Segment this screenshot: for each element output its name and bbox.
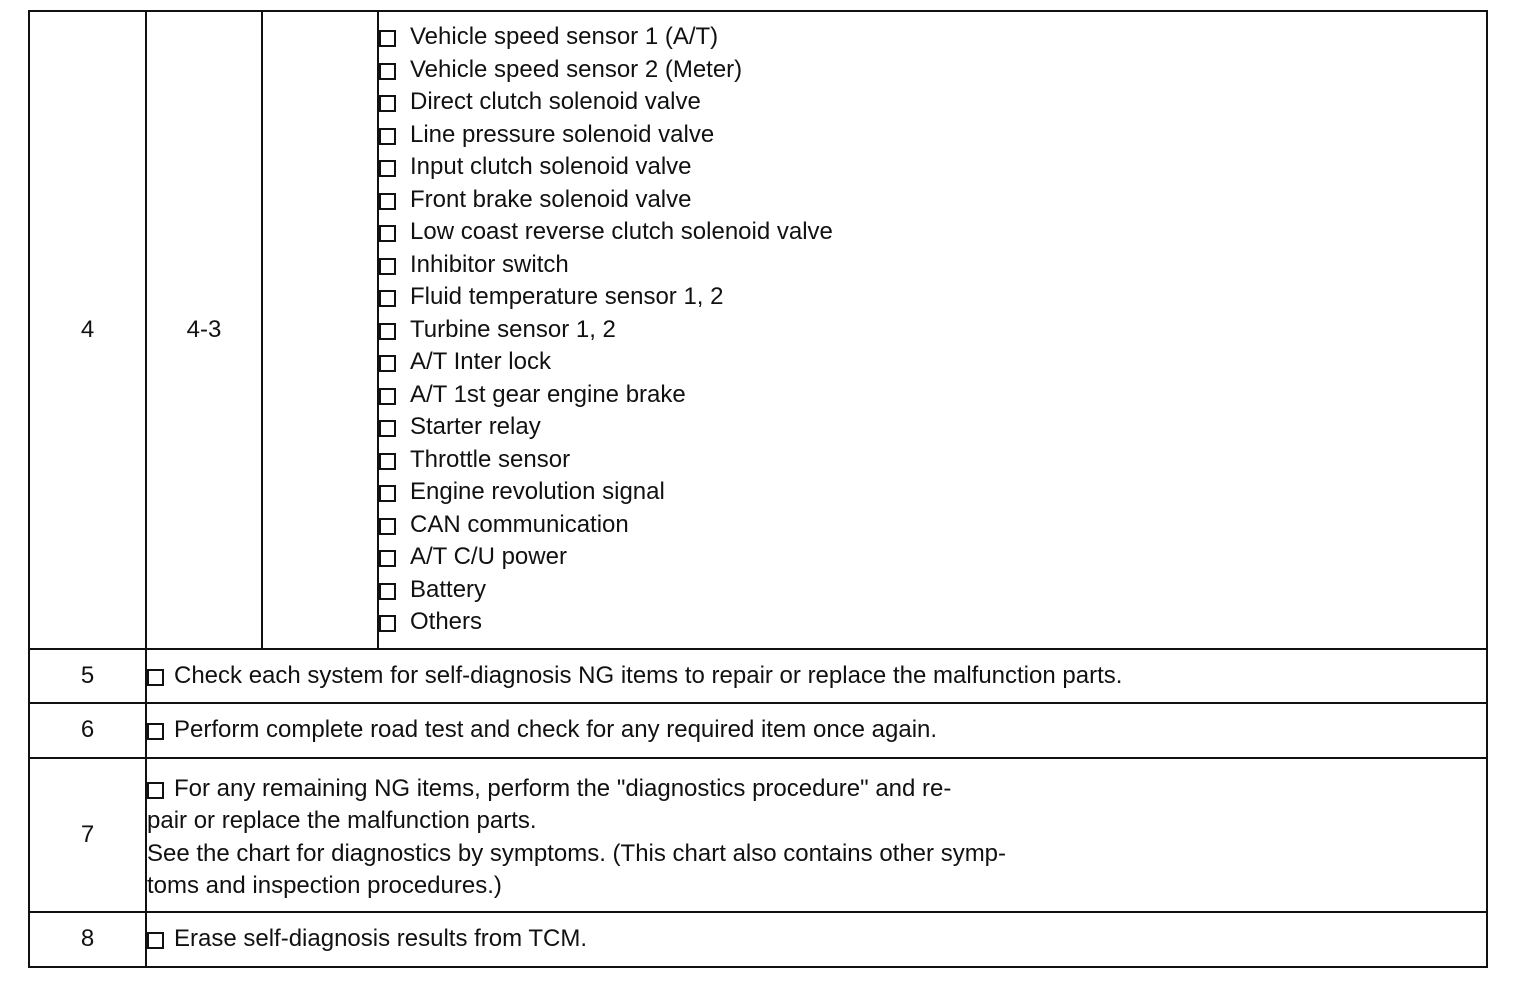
- check-item: [379, 346, 1486, 379]
- checkbox-icon[interactable]: [379, 160, 396, 177]
- check-item: [379, 184, 1486, 217]
- check-item-label: Front brake solenoid valve: [410, 185, 692, 213]
- step-instruction: [146, 703, 1487, 758]
- check-item-label: Starter relay: [410, 413, 541, 441]
- checkbox-icon[interactable]: [379, 95, 396, 112]
- check-item-label: Battery: [410, 575, 487, 603]
- step-text: Perform complete road test and check for any required item once again.: [174, 716, 938, 744]
- checkbox-icon[interactable]: [379, 258, 396, 275]
- checkbox-icon[interactable]: [379, 355, 396, 372]
- checkbox-icon[interactable]: [379, 225, 396, 242]
- check-item: [379, 151, 1486, 184]
- checkbox-icon[interactable]: [147, 932, 164, 949]
- check-item: [379, 411, 1486, 444]
- checkbox-icon[interactable]: [379, 485, 396, 502]
- check-item-label: Fluid temperature sensor 1, 2: [410, 283, 724, 311]
- check-item: [379, 281, 1486, 314]
- checkbox-icon[interactable]: [379, 550, 396, 567]
- check-item-label: A/T 1st gear engine brake: [410, 380, 686, 408]
- checkbox-icon[interactable]: [147, 782, 164, 799]
- blank-cell: [262, 11, 378, 649]
- check-item-label: Input clutch solenoid valve: [410, 153, 692, 181]
- checkbox-icon[interactable]: [147, 723, 164, 740]
- check-item: [379, 216, 1486, 249]
- check-item-label: Vehicle speed sensor 2 (Meter): [410, 55, 743, 83]
- checkbox-icon[interactable]: [147, 669, 164, 686]
- check-item: [379, 54, 1486, 87]
- check-item: [379, 541, 1486, 574]
- check-item: [379, 476, 1486, 509]
- checkbox-icon[interactable]: [379, 615, 396, 632]
- checkbox-icon[interactable]: [379, 63, 396, 80]
- check-item: [379, 21, 1486, 54]
- check-item: [379, 606, 1486, 639]
- step-number: 6: [29, 703, 146, 758]
- check-item-label: A/T Inter lock: [410, 348, 551, 376]
- step-row-8: [29, 912, 1487, 967]
- step-row-5: [29, 649, 1487, 703]
- checkbox-icon[interactable]: [379, 128, 396, 145]
- checkbox-icon[interactable]: [379, 323, 396, 340]
- check-item: [379, 509, 1486, 542]
- check-item: [379, 314, 1486, 347]
- step-row-6: [29, 703, 1487, 758]
- step-number: 5: [29, 649, 146, 703]
- checkbox-icon[interactable]: [379, 388, 396, 405]
- step-instruction: [146, 912, 1487, 967]
- check-item-label: Direct clutch solenoid valve: [410, 88, 701, 116]
- check-item-label: Vehicle speed sensor 1 (A/T): [410, 23, 719, 51]
- checkbox-icon[interactable]: [379, 420, 396, 437]
- check-item: [379, 379, 1486, 412]
- checkbox-icon[interactable]: [379, 290, 396, 307]
- check-item: [379, 119, 1486, 152]
- check-item: [379, 86, 1486, 119]
- step-text-line: toms and inspection procedures.): [147, 872, 502, 900]
- check-item-label: Low coast reverse clutch solenoid valve: [410, 218, 833, 246]
- check-item-label: Throttle sensor: [410, 445, 571, 473]
- step-instruction: [146, 758, 1487, 912]
- check-item: [379, 574, 1486, 607]
- step-text-line: See the chart for diagnostics by symptoms. (This chart also contains other symp-: [147, 839, 1007, 867]
- check-item-label: Others: [410, 608, 483, 636]
- step-number: 8: [29, 912, 146, 967]
- check-item-label: Turbine sensor 1, 2: [410, 315, 616, 343]
- step-number: 4: [29, 11, 146, 649]
- step-text: Erase self-diagnosis results from TCM.: [174, 924, 588, 952]
- sub-step-number: 4-3: [146, 11, 262, 649]
- check-item-label: CAN communication: [410, 510, 629, 538]
- check-item-label: Engine revolution signal: [410, 478, 665, 506]
- checkbox-icon[interactable]: [379, 518, 396, 535]
- diagnostic-checklist-table: [28, 10, 1488, 968]
- checkbox-icon[interactable]: [379, 453, 396, 470]
- check-item: [379, 444, 1486, 477]
- step-text-line: pair or replace the malfunction parts.: [147, 807, 537, 835]
- check-item-label: A/T C/U power: [410, 543, 567, 571]
- check-item-label: Line pressure solenoid valve: [410, 120, 715, 148]
- checkbox-icon[interactable]: [379, 583, 396, 600]
- step-row-7: [29, 758, 1487, 912]
- step-text-line: For any remaining NG items, perform the "diagnostics procedure" and re-: [174, 775, 952, 802]
- step-number: 7: [29, 758, 146, 912]
- check-item-list: [378, 11, 1487, 649]
- step-instruction: [146, 649, 1487, 703]
- step-row-4: [29, 11, 1487, 649]
- checkbox-icon[interactable]: [379, 193, 396, 210]
- checkbox-icon[interactable]: [379, 30, 396, 47]
- check-item-label: Inhibitor switch: [410, 250, 569, 278]
- step-text: Check each system for self-diagnosis NG items to repair or replace the malfunction parts.: [174, 661, 1123, 689]
- check-item: [379, 249, 1486, 282]
